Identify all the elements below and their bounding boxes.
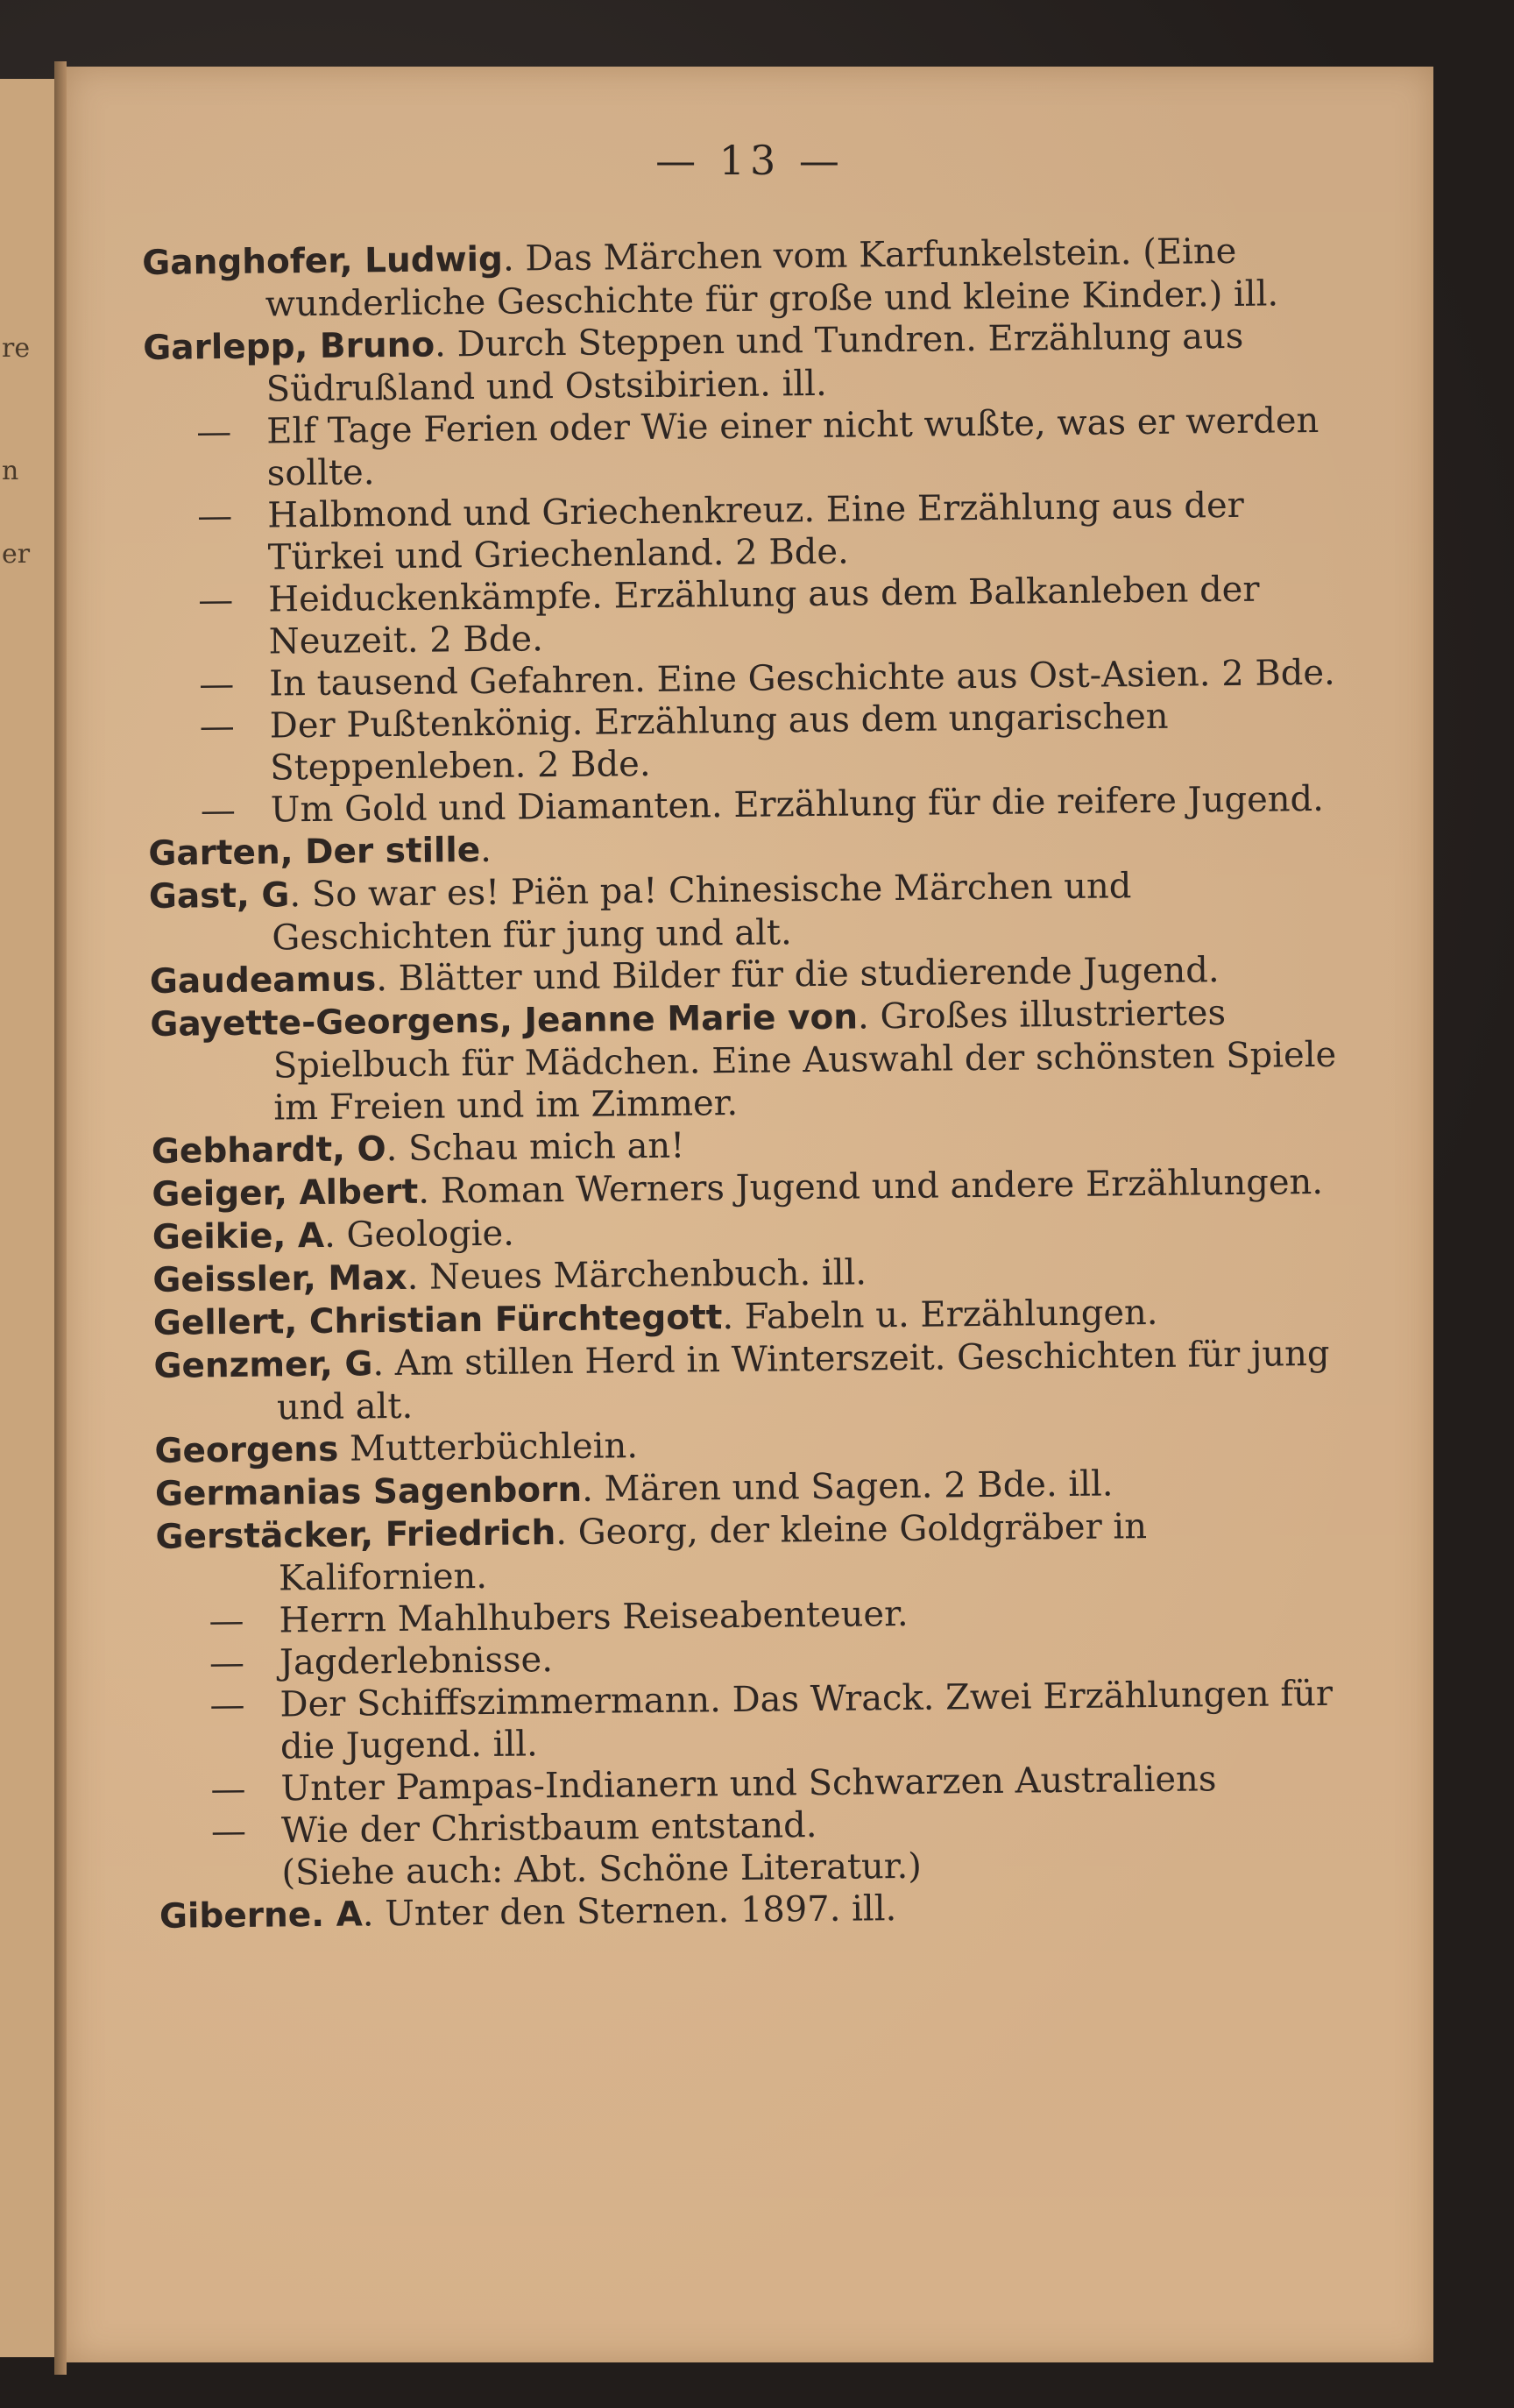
entry-author: Geiger, Albert xyxy=(152,1172,419,1215)
entry-title: Um Gold und Diamanten. Erzählung für die reifere Jugend. xyxy=(270,778,1325,831)
entry-author: Giberne. A xyxy=(159,1895,364,1937)
left-page-fragment: n xyxy=(2,456,19,486)
entry-title: . Durch Steppen und Tundren. Erzählung aus Südrußland und Ostsibirien. ill. xyxy=(265,315,1244,410)
entry-author: Geikie, A xyxy=(152,1215,325,1257)
catalog-sub-entry xyxy=(145,484,1355,580)
entry-title: . Geologie. xyxy=(323,1213,515,1256)
catalog-entry xyxy=(143,315,1353,412)
entry-title: Der Schiffszimmermann. Das Wrack. Zwei Erzählungen für die Jugend. ill. xyxy=(279,1673,1334,1767)
entry-author: Garlepp, Bruno xyxy=(143,325,435,368)
entry-title: . Blätter und Bilder für die studierende Jugend. xyxy=(375,950,1220,1000)
catalog-sub-entry xyxy=(147,694,1357,790)
entry-title: Elf Tage Ferien oder Wie einer nicht wußte, was er werden sollte. xyxy=(266,400,1319,494)
entry-title: Unter Pampas-Indianern und Schwarzen Australiens xyxy=(280,1759,1217,1810)
entry-title: . Roman Werners Jugend und andere Erzählungen. xyxy=(418,1161,1324,1212)
ditto-dash: — xyxy=(210,1768,246,1810)
entry-title: . Unter den Sternen. 1897. ill. xyxy=(362,1888,897,1935)
ditto-dash: — xyxy=(209,1600,244,1642)
entry-author: Geissler, Max xyxy=(152,1257,407,1300)
entry-author: Germanias Sagenborn xyxy=(154,1470,583,1514)
catalog-entry xyxy=(150,991,1360,1130)
entry-title: . Fabeln u. Erzählungen. xyxy=(722,1292,1158,1338)
ditto-dash: — xyxy=(199,663,235,705)
entry-author: Gebhardt, O xyxy=(151,1130,386,1172)
entry-title: Wie der Christbaum entstand. xyxy=(280,1805,817,1852)
entry-title: Mutterbüchlein. xyxy=(338,1426,639,1470)
catalog-entry xyxy=(149,863,1359,960)
ditto-dash: — xyxy=(209,1684,245,1726)
ditto-dash: — xyxy=(209,1642,245,1684)
catalog-entries xyxy=(142,230,1369,1938)
entry-title: . So war es! Piën pa! Chinesische Märchen und Geschichten für jung und alt. xyxy=(272,866,1132,959)
ditto-dash: — xyxy=(200,790,237,832)
entry-author: Gerstäcker, Friedrich xyxy=(155,1513,556,1557)
left-page-fragment: re xyxy=(2,333,31,364)
ditto-dash: — xyxy=(199,705,236,747)
entry-title: Heiduckenkämpfe. Erzählung aus dem Balkanleben der Neuzeit. 2 Bde. xyxy=(268,569,1260,662)
entry-author: Ganghofer, Ludwig xyxy=(142,239,504,283)
catalog-sub-entry xyxy=(144,400,1354,496)
left-page-edge xyxy=(0,79,57,2357)
entry-author: Gast, G xyxy=(148,875,290,917)
entry-title: . Neues Märchenbuch. ill. xyxy=(407,1252,867,1298)
entry-title: . Großes illustriertes Spielbuch für Mädchen. Eine Auswahl der schönsten Spiele im Freien und im Zimmer. xyxy=(272,993,1337,1129)
entry-title: . Mären und Sagen. 2 Bde. ill. xyxy=(581,1463,1114,1510)
ditto-dash: — xyxy=(198,579,234,621)
entry-author: Gayette-Georgens, Jeanne Marie von xyxy=(150,997,859,1045)
catalog-entry xyxy=(142,230,1352,327)
book-page xyxy=(67,67,1433,2362)
entry-title: . Schau mich an! xyxy=(386,1125,685,1170)
entry-title: Der Pußtenkönig. Erzählung aus dem ungarischen Steppenleben. 2 Bde. xyxy=(269,696,1169,789)
ditto-dash: — xyxy=(196,411,232,453)
page-number: — 13 — xyxy=(655,137,845,184)
book-spine xyxy=(54,61,67,2375)
entry-author: Georgens xyxy=(154,1429,339,1471)
entry-title: . Georg, der kleine Goldgräber in Kalifornien. xyxy=(278,1506,1148,1599)
entry-author: Gaudeamus xyxy=(149,960,377,1002)
ditto-dash: — xyxy=(197,495,233,537)
entry-author: Garten, Der stille xyxy=(148,830,481,874)
entry-title: . Am stillen Herd in Winterszeit. Geschichten für jung und alt. xyxy=(276,1333,1330,1428)
entry-title: . xyxy=(479,829,492,870)
entry-author: Genzmer, G xyxy=(153,1344,373,1386)
entry-title: . Das Märchen vom Karfunkelstein. (Eine wunderliche Geschichte für große und kleine Kinder.) ill. xyxy=(265,230,1279,325)
entry-title: Halbmond und Griechenkreuz. Eine Erzählung aus der Türkei und Griechenland. 2 Bde. xyxy=(267,485,1244,578)
catalog-sub-entry xyxy=(157,1672,1367,1768)
cross-reference-note: (Siehe auch: Abt. Schöne Literatur.) xyxy=(281,1845,923,1894)
catalog-entry xyxy=(153,1332,1363,1429)
entry-title: In tausend Gefahren. Eine Geschichte aus Ost-Asien. 2 Bde. xyxy=(269,652,1335,705)
catalog-entry xyxy=(155,1503,1365,1600)
ditto-dash: — xyxy=(210,1810,247,1852)
left-page-fragment: er xyxy=(2,539,31,570)
catalog-sub-entry xyxy=(145,568,1355,664)
entry-author: Gellert, Christian Fürchtegott xyxy=(152,1298,723,1343)
entry-title: Herrn Mahlhubers Reiseabenteuer. xyxy=(279,1593,909,1641)
entry-title: Jagderlebnisse. xyxy=(279,1640,554,1683)
